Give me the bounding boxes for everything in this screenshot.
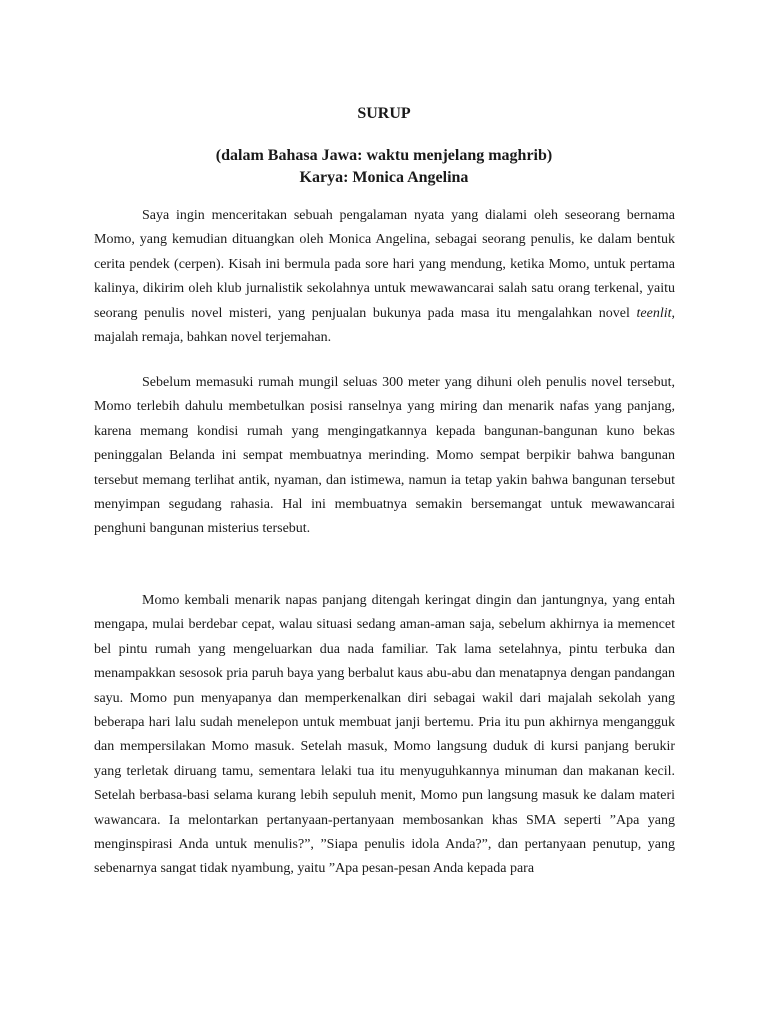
document-title: SURUP xyxy=(357,105,411,122)
paragraph-1-tail: , majalah remaja, bahkan novel terjemahan. xyxy=(94,305,675,346)
document-subtitle: (dalam Bahasa Jawa: waktu menjelang maghrib) xyxy=(215,147,553,164)
author-line: Karya: Monica Angelina xyxy=(299,169,469,186)
paragraph-1-text: Saya ingin menceritakan sebuah pengalaman nyata yang dialami oleh seseorang bernama Momo, yang kemudian dituangkan oleh Monica Angelina, sebagai seorang penulis, ke dalam bentuk cerita pendek (cerpen). Kisah ini bermula pada sore hari yang mendung, ketika Momo, untuk pertama kalinya, dikirim oleh klub jurnalistik sekolahnya untuk mewawancarai salah satu orang terkenal, yaitu seorang penulis novel misteri, yang penjualan bukunya pada masa itu mengalahkan novel xyxy=(94,208,675,321)
paragraph-2: Sebelum memasuki rumah mungil seluas 300 meter yang dihuni oleh penulis novel tersebut, Momo terlebih dahulu membetulkan posisi ranselnya yang miring dan menarik nafas yang panjang, karena memang kondisi rumah yang mengingatkannya kepada bangunan-bangunan kuno bekas peninggalan Belanda ini sempat membuatnya merinding. Momo sempat berpikir bahwa bangunan tersebut memang terlihat antik, nyaman, dan istimewa, namun ia tetap yakin bahwa bangunan tersebut menyimpan segudang rahasia. Hal ini membuatnya semakin bersemangat untuk mewawancarai penghuni bangunan misterius tersebut. xyxy=(94,375,675,537)
paragraph-3: Momo kembali menarik napas panjang ditengah keringat dingin dan jantungnya, yang entah mengapa, mulai berdebar cepat, walau situasi sedang aman-aman saja, sebelum akhirnya ia memencet bel pintu rumah yang mengeluarkan dua nada familiar. Tak lama setelahnya, pintu terbuka dan menampakkan sesosok pria paruh baya yang berbalut kaus abu-abu dan menatapnya dengan pandangan sayu. Momo pun menyapanya dan memperkenalkan diri sebagai wakil dari majalah sekolah yang beberapa hari lalu sudah menelepon untuk membuat janji bertemu. Pria itu pun akhirnya mengangguk dan mempersilakan Momo masuk. Setelah masuk, Momo langsung duduk di kursi panjang berukir yang terletak diruang tamu, sementara lelaki tua itu menyuguhkannya minuman dan makanan kecil. Setelah berbasa-basi selama kurang lebih sepuluh menit, Momo pun langsung masuk ke dalam materi wawancara. Ia melontarkan pertanyaan-pertanyaan membosankan khas SMA seperti ”Apa yang menginspirasi Anda untuk menulis?”, ”Siapa penulis idola Anda?”, dan pertanyaan penutup, yang sebenarnya sangat tidak nyambung, yaitu ”Apa pesan-pesan Anda kepada para xyxy=(94,593,675,877)
italic-term: teenlit xyxy=(636,305,672,321)
paragraph-1 xyxy=(94,204,675,350)
